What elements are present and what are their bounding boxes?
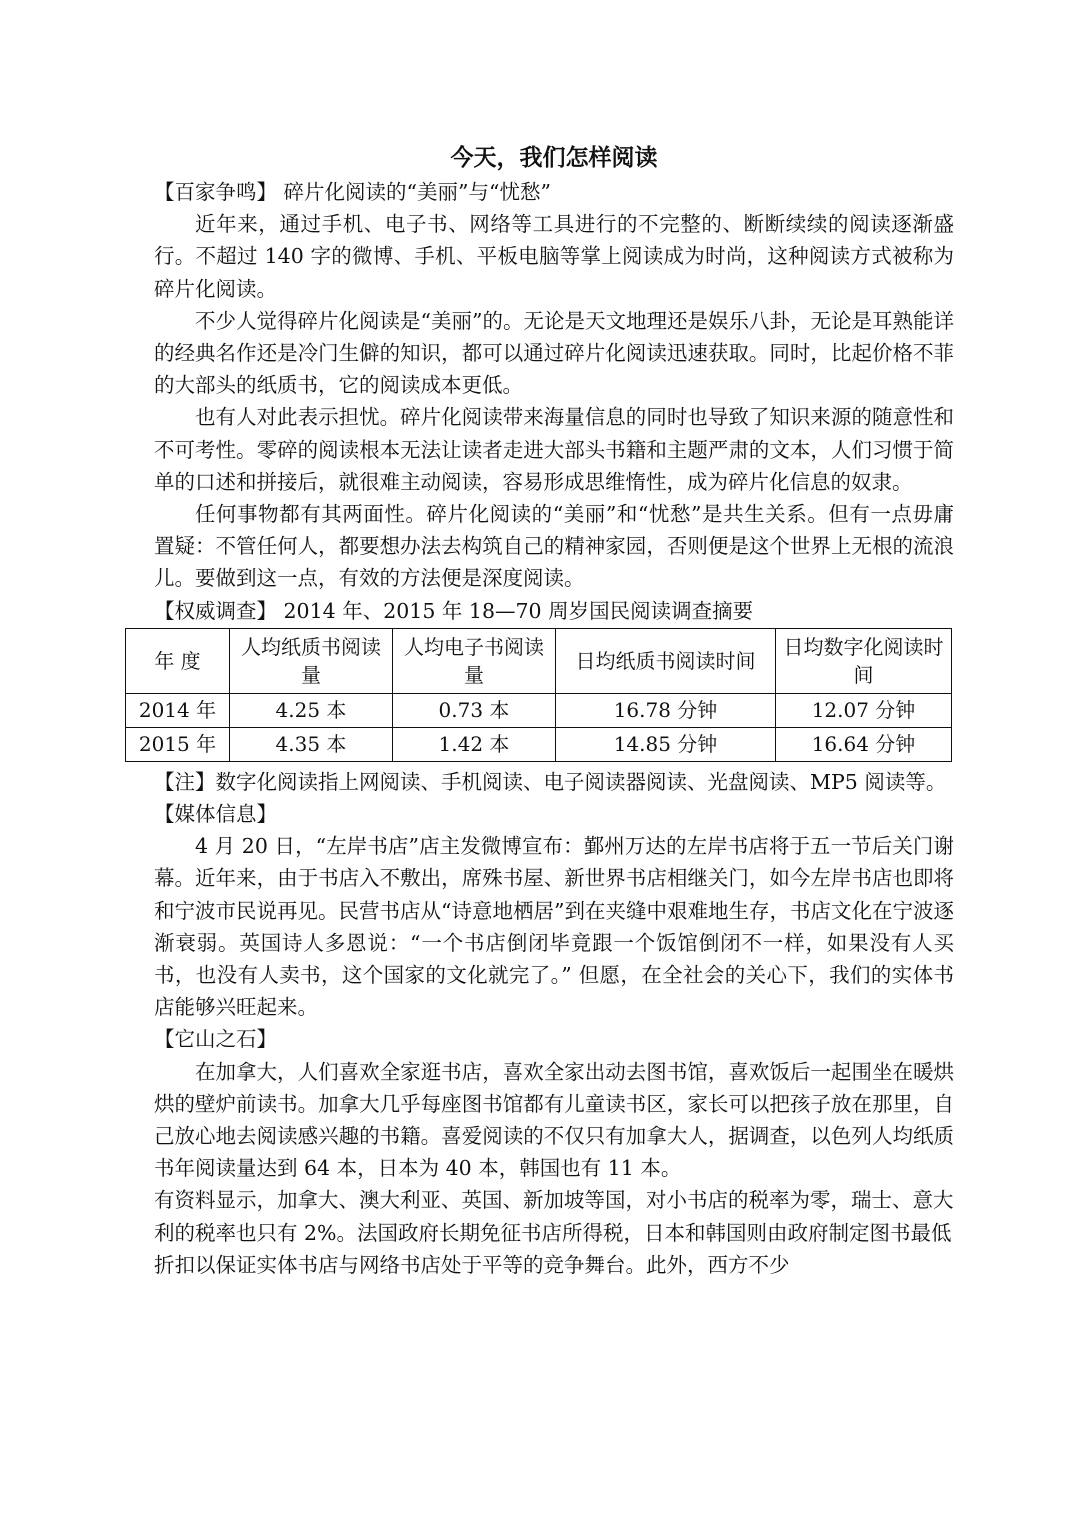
survey-table bbox=[125, 628, 952, 762]
section-heading-abroad: 【它山之石】 bbox=[154, 1027, 277, 1052]
section-heading-debate: 【百家争鸣】 碎片化阅读的“美丽”与“忧愁” bbox=[154, 180, 551, 204]
table-cell: 12.07 分钟 bbox=[776, 693, 952, 727]
table-header-cell: 人均电子书阅读量 bbox=[393, 628, 556, 693]
paragraph: 有资料显示，加拿大、澳大利亚、英国、新加坡等国，对小书店的税率为零，瑞士、意大利的税率也只有 2%。法国政府长期免征书店所得税，日本和韩国则由政府制定图书最低折扣以保证实体书店与网络书店处于平等的竞争舞台。此外，西方不少 bbox=[154, 1188, 954, 1277]
paragraph: 也有人对此表示担忧。碎片化阅读带来海量信息的同时也导致了知识来源的随意性和不可考性。零碎的阅读根本无法让读者走进大部头书籍和主题严肃的文本，人们习惯于简单的口述和拼接后，就很难主动阅读，容易形成思维惰性，成为碎片化信息的奴隶。 bbox=[154, 405, 954, 494]
table-cell: 0.73 本 bbox=[393, 693, 556, 727]
table-cell: 2014 年 bbox=[126, 693, 230, 727]
paragraph: 在加拿大，人们喜欢全家逛书店，喜欢全家出动去图书馆，喜欢饭后一起围坐在暖烘烘的壁炉前读书。加拿大几乎每座图书馆都有儿童读书区，家长可以把孩子放在那里，自己放心地去阅读感兴趣的书籍。喜爱阅读的不仅只有加拿大人，据调查，以色列人均纸质书年阅读量达到 64 本，日本为 40 本，韩国也有 11 本。 bbox=[154, 1059, 954, 1181]
table-header-cell: 日均数字化阅读时间 bbox=[776, 628, 952, 693]
table-row bbox=[126, 693, 952, 727]
table-cell: 14.85 分钟 bbox=[556, 727, 776, 761]
table-cell: 16.64 分钟 bbox=[776, 727, 952, 761]
paragraph: 近年来，通过手机、电子书、网络等工具进行的不完整的、断断续续的阅读逐渐盛行。不超过 140 字的微博、手机、平板电脑等掌上阅读成为时尚，这种阅读方式被称为碎片化阅读。 bbox=[154, 212, 954, 301]
section-heading-media: 【媒体信息】 bbox=[154, 802, 277, 827]
table-cell: 1.42 本 bbox=[393, 727, 556, 761]
paragraph: 不少人觉得碎片化阅读是“美丽”的。无论是天文地理还是娱乐八卦，无论是耳熟能详的经典名作还是冷门生僻的知识，都可以通过碎片化阅读迅速获取。同时，比起价格不菲的大部头的纸质书，它的阅读成本更低。 bbox=[154, 308, 954, 398]
table-cell: 2015 年 bbox=[126, 727, 230, 761]
table-header-cell: 人均纸质书阅读量 bbox=[230, 628, 393, 693]
page-title: 今天，我们怎样阅读 bbox=[450, 144, 658, 171]
table-header-row bbox=[126, 628, 952, 693]
table-cell: 4.35 本 bbox=[230, 727, 393, 761]
table-cell: 4.25 本 bbox=[230, 693, 393, 727]
paragraph: 任何事物都有其两面性。碎片化阅读的“美丽”和“忧愁”是共生关系。但有一点毋庸置疑：不管任何人，都要想办法去构筑自己的精神家园，否则便是这个世界上无根的流浪儿。要做到这一点，有效的方法便是深度阅读。 bbox=[154, 502, 954, 591]
paragraph: 4 月 20 日，“左岸书店”店主发微博宣布：鄞州万达的左岸书店将于五一节后关门谢幕。近年来，由于书店入不敷出，席殊书屋、新世界书店相继关门，如今左岸书店也即将和宁波市民说再见。民营书店从“诗意地栖居”到在夹缝中艰难地生存，书店文化在宁波逐渐衰弱。英国诗人多恩说：“一个书店倒闭毕竟跟一个饭馆倒闭不一样，如果没有人买书，也没有人卖书，这个国家的文化就完了。” 但愿，在全社会的关心下，我们的实体书店能够兴旺起来。 bbox=[154, 834, 954, 1020]
table-row bbox=[126, 727, 952, 761]
section-heading-survey: 【权威调查】 2014 年、2015 年 18—70 周岁国民阅读调查摘要 bbox=[154, 598, 754, 623]
table-header-cell: 年 度 bbox=[126, 628, 230, 693]
document-page bbox=[138, 140, 954, 1281]
table-note: 【注】数字化阅读指上网阅读、手机阅读、电子阅读器阅读、光盘阅读、MP5 阅读等。 bbox=[154, 769, 947, 794]
table-cell: 16.78 分钟 bbox=[556, 693, 776, 727]
table-header-cell: 日均纸质书阅读时间 bbox=[556, 628, 776, 693]
